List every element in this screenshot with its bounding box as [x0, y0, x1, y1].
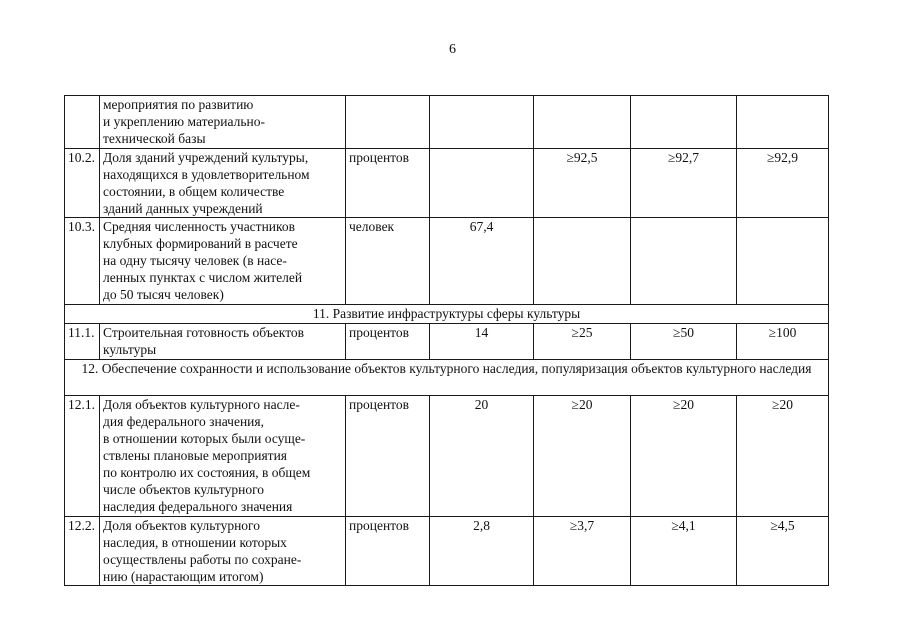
- value-cell: ≥20: [631, 396, 737, 517]
- indicator-name: Доля объектов культурного наследия, в отношении которых осуществлены работы по сохране- нию (нарастающим итогом): [100, 517, 346, 586]
- indicator-name: Доля зданий учреждений культуры, находящихся в удовлетворительном состоянии, в общем количестве зданий данных учреждений: [100, 149, 346, 218]
- section-row: [65, 305, 829, 324]
- unit-cell: процентов: [346, 324, 430, 360]
- value-cell: [737, 218, 829, 305]
- row-number: 10.2.: [65, 149, 100, 218]
- unit-cell: процентов: [346, 149, 430, 218]
- value-cell: [430, 149, 534, 218]
- value-cell: ≥92,5: [534, 149, 631, 218]
- value-cell: 67,4: [430, 218, 534, 305]
- value-cell: ≥4,1: [631, 517, 737, 586]
- value-cell: ≥4,5: [737, 517, 829, 586]
- value-cell: [534, 96, 631, 149]
- value-cell: [737, 96, 829, 149]
- section-title: 12. Обеспечение сохранности и использование объектов культурного наследия, популяризация объектов культурного наследия: [65, 360, 829, 396]
- value-cell: [631, 96, 737, 149]
- row-number: 11.1.: [65, 324, 100, 360]
- indicator-name: мероприятия по развитию и укреплению материально- технической базы: [100, 96, 346, 149]
- section-row: [65, 360, 829, 396]
- indicator-name: Доля объектов культурного насле- дия федерального значения, в отношении которых были осуще- ствлены плановые мероприятия по контролю их состояния, в общем числе объектов культурного наследия федерального значения: [100, 396, 346, 517]
- row-number: 12.2.: [65, 517, 100, 586]
- table-row: [65, 324, 829, 360]
- value-cell: [430, 96, 534, 149]
- unit-cell: процентов: [346, 396, 430, 517]
- value-cell: 20: [430, 396, 534, 517]
- value-cell: ≥50: [631, 324, 737, 360]
- value-cell: 2,8: [430, 517, 534, 586]
- indicator-name: Строительная готовность объектов культуры: [100, 324, 346, 360]
- value-cell: ≥25: [534, 324, 631, 360]
- page-number: 6: [449, 42, 456, 57]
- value-cell: ≥20: [737, 396, 829, 517]
- value-cell: 14: [430, 324, 534, 360]
- value-cell: [534, 218, 631, 305]
- row-number: [65, 96, 100, 149]
- unit-cell: человек: [346, 218, 430, 305]
- value-cell: [631, 218, 737, 305]
- indicator-name: Средняя численность участников клубных формирований в расчете на одну тысячу человек (в насе- ленных пунктах с числом жителей до 50 тысяч человек): [100, 218, 346, 305]
- table-row: [65, 149, 829, 218]
- value-cell: ≥20: [534, 396, 631, 517]
- row-number: 12.1.: [65, 396, 100, 517]
- indicators-table: [64, 95, 829, 586]
- table-row: [65, 96, 829, 149]
- table-row: [65, 396, 829, 517]
- value-cell: ≥92,7: [631, 149, 737, 218]
- value-cell: ≥92,9: [737, 149, 829, 218]
- table-row: [65, 517, 829, 586]
- value-cell: ≥3,7: [534, 517, 631, 586]
- value-cell: ≥100: [737, 324, 829, 360]
- unit-cell: [346, 96, 430, 149]
- table-row: [65, 218, 829, 305]
- section-title: 11. Развитие инфраструктуры сферы культуры: [65, 305, 829, 324]
- unit-cell: процентов: [346, 517, 430, 586]
- row-number: 10.3.: [65, 218, 100, 305]
